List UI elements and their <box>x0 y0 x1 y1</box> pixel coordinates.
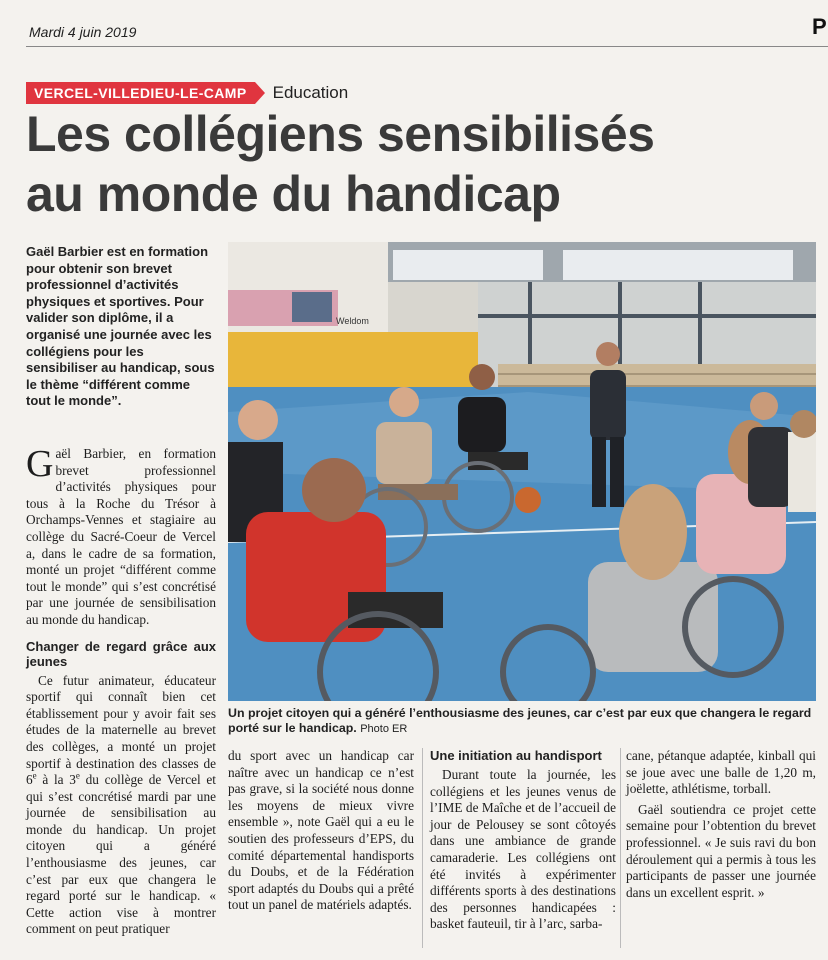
body-column-2-text: du sport avec un handicap car naître avec un handicap ce n’est pas grave, si la société nous donne les moyens de mieux vivre ensemble », note Gaël qui a eu le soutien des professeurs d’EPS, du comité départemental handisports du Doubs, et de la Fédération sport adaptés du Doubs qui a prêté tout un panel de matériels adaptés. <box>228 748 414 913</box>
body-column-4-text-b: Gaël soutiendra ce projet cette semaine pour l’obtention du brevet professionnel. « Je suis ravi du bon déroulement qui a permis à tous les participants de passer une journée dans un excellent esprit. » <box>626 801 816 900</box>
body-paragraph-2 <box>26 673 216 939</box>
headline <box>26 104 816 224</box>
body-column-3-text: Durant toute la journée, les collégiens et les jeunes venus de l’IME de Maîche et de l’accueil de jour de Pelousey se sont côtoyés dans une ambiance de grande camaraderie. Les collégiens ont été invités à expérimenter différents sports à des destinations des personnes handicapées : basket fauteuil, tir à l’arc, sarba- <box>430 767 616 932</box>
body-column-4 <box>626 748 816 901</box>
headline-line-1: Les collégiens sensibilisés <box>26 106 655 162</box>
body-paragraph-2-a: Ce futur animateur, éducateur sportif qui connaît bien cet établissement pour y avoir fait ses études de la maternelle au brevet des collèges, a monté un projet sportif à destination des classes de 6 <box>26 672 216 788</box>
subhead-initiation-handisport: Une initiation au handisport <box>430 748 602 763</box>
top-rule <box>26 46 828 47</box>
section-label: Education <box>272 83 349 102</box>
page-letter: P <box>812 14 827 39</box>
kicker <box>26 82 348 104</box>
body-paragraph-2-c: du collège de Vercel et qui s’est concrétisé mardi par une journée de sensibilisation au monde du handicap. Un projet citoyen qui a généré l’enthousiasme des jeunes, car c’est par eux que changera le regard porté sur le handicap. « Cette action vise à montrer comment on peut pratiquer <box>26 772 216 937</box>
body-column-2 <box>228 748 414 914</box>
gym-scene-illustration <box>228 242 816 701</box>
photo-caption <box>228 706 816 737</box>
column-rule <box>422 748 423 948</box>
photo-credit: Photo ER <box>360 723 408 735</box>
subhead-changer-de-regard: Changer de regard grâce aux jeunes <box>26 638 216 669</box>
body-column-3 <box>430 748 616 933</box>
superscript-e: e <box>32 770 37 781</box>
lead-paragraph: Gaël Barbier est en formation pour obtenir son brevet professionnel d’activités physiques et sportives. Pour valider son diplôme, il a organisé une journée avec les collégiens pour les sensibiliser au handicap, sous le thème “différent comme tout le monde”. <box>26 244 215 409</box>
column-rule <box>620 748 621 948</box>
body-column-4-text-a: cane, pétanque adaptée, kinball qui se joue avec une balle de 1,20 m, joëlette, athlétisme, torball. <box>626 748 816 797</box>
news-photo <box>228 242 816 701</box>
locality-tag: VERCEL-VILLEDIEU-LE-CAMP <box>26 82 255 104</box>
date-line: Mardi 4 juin 2019 <box>29 24 137 40</box>
body-paragraph-2-b: à la 3 <box>36 772 76 788</box>
body-paragraph-1 <box>26 443 216 629</box>
caption-text: Un projet citoyen qui a généré l’enthousiasme des jeunes, car c’est par eux que changera le regard porté sur le handicap. <box>228 706 812 735</box>
gym-banner-text: Weldom <box>336 316 369 326</box>
body-column-1 <box>26 443 216 938</box>
dropcap: G <box>26 443 54 485</box>
body-paragraph-1-text: aël Barbier, en formation brevet professionnel d’activités physiques pour tous à la Roche du Trésor à Orchamps-Vennes et stagiaire au collège du Sacré-Coeur de Vercel a, dans le cadre de sa formation, monté un projet “différent comme tout le monde” qui s’est concrétisé par une journée de sensibilisation au monde du handicap. <box>26 446 216 627</box>
superscript-e: e <box>75 770 80 781</box>
headline-line-2: au monde du handicap <box>26 166 561 222</box>
